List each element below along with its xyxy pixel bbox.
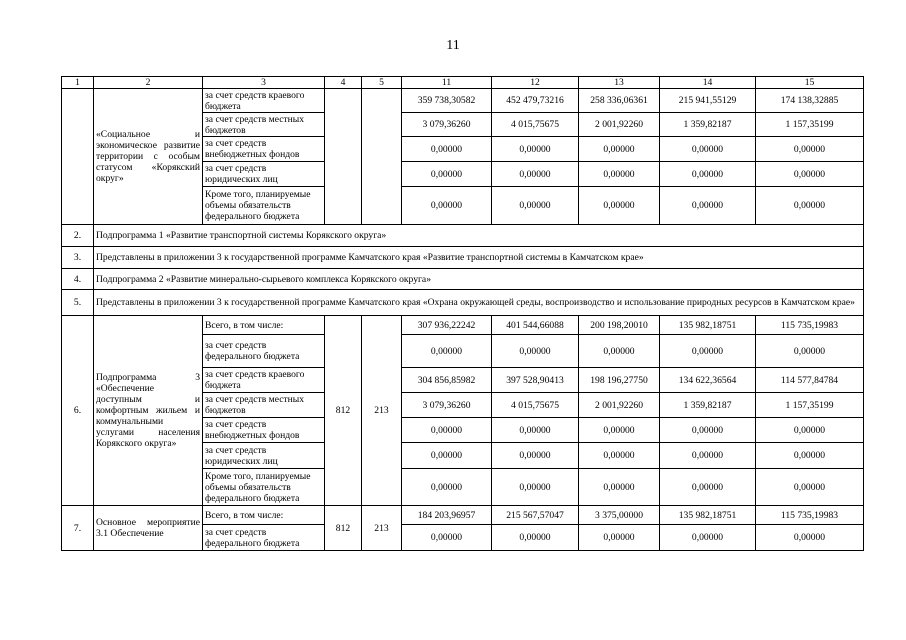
value-cell: 0,00000 [492,469,579,506]
value-cell: 0,00000 [756,443,864,469]
value-cell: 0,00000 [402,418,492,443]
value-cell: 0,00000 [579,335,660,368]
value-cell: 115 735,19983 [756,316,864,335]
program-description: Подпрограмма 3 «Обеспечение доступным и комфортным жильем и коммунальными услугами населения Корякского округа» [94,316,203,506]
value-cell: 0,00000 [660,162,756,187]
value-cell: 135 982,18751 [660,316,756,335]
value-cell: 0,00000 [402,335,492,368]
value-cell: 258 336,06361 [579,89,660,113]
funding-source: Всего, в том числе: [203,506,325,525]
value-cell: 2 001,92260 [579,393,660,418]
value-cell: 0,00000 [579,525,660,551]
row-number: 2. [62,225,94,247]
value-cell: 0,00000 [756,525,864,551]
header-cell: 5 [362,77,402,89]
value-cell: 359 738,30582 [402,89,492,113]
header-cell: 1 [62,77,94,89]
value-cell: 200 198,20010 [579,316,660,335]
subprogram-note: Представлены в приложении 3 к государственной программе Камчатского края «Развитие транспортной системы в Камчатском крае» [94,247,864,269]
value-cell: 0,00000 [660,525,756,551]
program-description: Основное мероприятие 3.1 Обеспечение [94,506,203,551]
table-row [62,316,864,335]
funding-source: за счет средств краевого бюджета [203,368,325,393]
value-cell: 0,00000 [402,525,492,551]
subprogram-title: Подпрограмма 2 «Развитие минерально-сырьевого комплекса Корякского округа» [94,269,864,290]
value-cell: 0,00000 [492,137,579,162]
row-number: 7. [62,506,94,551]
value-cell: 0,00000 [660,443,756,469]
header-cell: 14 [660,77,756,89]
value-cell: 198 196,27750 [579,368,660,393]
value-cell: 0,00000 [660,335,756,368]
funding-source: за счет средств местных бюджетов [203,113,325,137]
value-cell: 0,00000 [756,137,864,162]
value-cell: 452 479,73216 [492,89,579,113]
value-cell: 3 079,36260 [402,113,492,137]
header-cell: 15 [756,77,864,89]
table-row [62,225,864,247]
table-row [62,89,864,113]
value-cell: 0,00000 [579,137,660,162]
funding-source: за счет средств юридических лиц [203,162,325,187]
value-cell: 397 528,90413 [492,368,579,393]
funding-source: за счет средств федерального бюджета [203,335,325,368]
funding-source: за счет средств юридических лиц [203,443,325,469]
value-cell: 0,00000 [579,443,660,469]
value-cell: 0,00000 [756,162,864,187]
value-cell: 0,00000 [492,418,579,443]
value-cell: 0,00000 [492,335,579,368]
value-cell: 0,00000 [402,443,492,469]
header-cell: 11 [402,77,492,89]
value-cell: 0,00000 [402,137,492,162]
value-cell: 1 359,82187 [660,393,756,418]
funding-source: Кроме того, планируемые объемы обязательств федерального бюджета [203,187,325,225]
budget-table [61,76,864,551]
value-cell: 3 375,00000 [579,506,660,525]
value-cell: 215 941,55129 [660,89,756,113]
header-row [62,77,864,89]
value-cell: 135 982,18751 [660,506,756,525]
header-cell: 4 [325,77,362,89]
table-row [62,269,864,290]
value-cell: 4 015,75675 [492,113,579,137]
value-cell: 115 735,19983 [756,506,864,525]
value-cell: 184 203,96957 [402,506,492,525]
value-cell: 0,00000 [492,162,579,187]
header-cell: 2 [94,77,203,89]
value-cell: 0,00000 [660,187,756,225]
page-number: 11 [446,38,460,53]
value-cell: 0,00000 [660,418,756,443]
subprogram-title: Подпрограмма 1 «Развитие транспортной системы Корякского округа» [94,225,864,247]
funding-source: Кроме того, планируемые объемы обязательств федерального бюджета [203,469,325,506]
program-description: «Социальное и экономическое развитие территории с особым статусом «Корякский округ» [94,89,203,225]
row-number: 4. [62,269,94,290]
value-cell: 0,00000 [660,469,756,506]
value-cell: 307 936,22242 [402,316,492,335]
value-cell: 114 577,84784 [756,368,864,393]
funding-source: за счет средств краевого бюджета [203,89,325,113]
value-cell: 0,00000 [402,469,492,506]
value-cell: 0,00000 [492,525,579,551]
header-cell: 13 [579,77,660,89]
value-cell: 1 157,35199 [756,113,864,137]
col5-cell: 213 [362,316,402,506]
funding-source: за счет средств федерального бюджета [203,525,325,551]
subprogram-note: Представлены в приложении 3 к государственной программе Камчатского края «Охрана окружающей среды, воспроизводство и использование природных ресурсов в Камчатском крае» [94,290,864,316]
col4-cell: 812 [325,506,362,551]
row-number: 3. [62,247,94,269]
value-cell: 0,00000 [492,187,579,225]
value-cell: 4 015,75675 [492,393,579,418]
value-cell: 0,00000 [402,162,492,187]
col5-cell [362,89,402,225]
table-row [62,247,864,269]
row-number [62,89,94,225]
value-cell: 3 079,36260 [402,393,492,418]
value-cell: 134 622,36564 [660,368,756,393]
value-cell: 0,00000 [756,469,864,506]
value-cell: 215 567,57047 [492,506,579,525]
value-cell: 304 856,85982 [402,368,492,393]
col4-cell [325,89,362,225]
funding-source: за счет средств внебюджетных фондов [203,418,325,443]
value-cell: 2 001,92260 [579,113,660,137]
value-cell: 0,00000 [579,162,660,187]
value-cell: 1 157,35199 [756,393,864,418]
header-cell: 12 [492,77,579,89]
value-cell: 0,00000 [756,418,864,443]
value-cell: 0,00000 [579,418,660,443]
row-number: 5. [62,290,94,316]
value-cell: 0,00000 [579,469,660,506]
value-cell: 0,00000 [756,335,864,368]
header-cell: 3 [203,77,325,89]
funding-source: за счет средств местных бюджетов [203,393,325,418]
value-cell: 0,00000 [579,187,660,225]
row-number: 6. [62,316,94,506]
value-cell: 0,00000 [756,187,864,225]
value-cell: 401 544,66088 [492,316,579,335]
table-row [62,290,864,316]
value-cell: 1 359,82187 [660,113,756,137]
col5-cell: 213 [362,506,402,551]
funding-source: за счет средств внебюджетных фондов [203,137,325,162]
funding-source: Всего, в том числе: [203,316,325,335]
value-cell: 0,00000 [492,443,579,469]
value-cell: 0,00000 [402,187,492,225]
col4-cell: 812 [325,316,362,506]
value-cell: 174 138,32885 [756,89,864,113]
table-row [62,506,864,525]
value-cell: 0,00000 [660,137,756,162]
